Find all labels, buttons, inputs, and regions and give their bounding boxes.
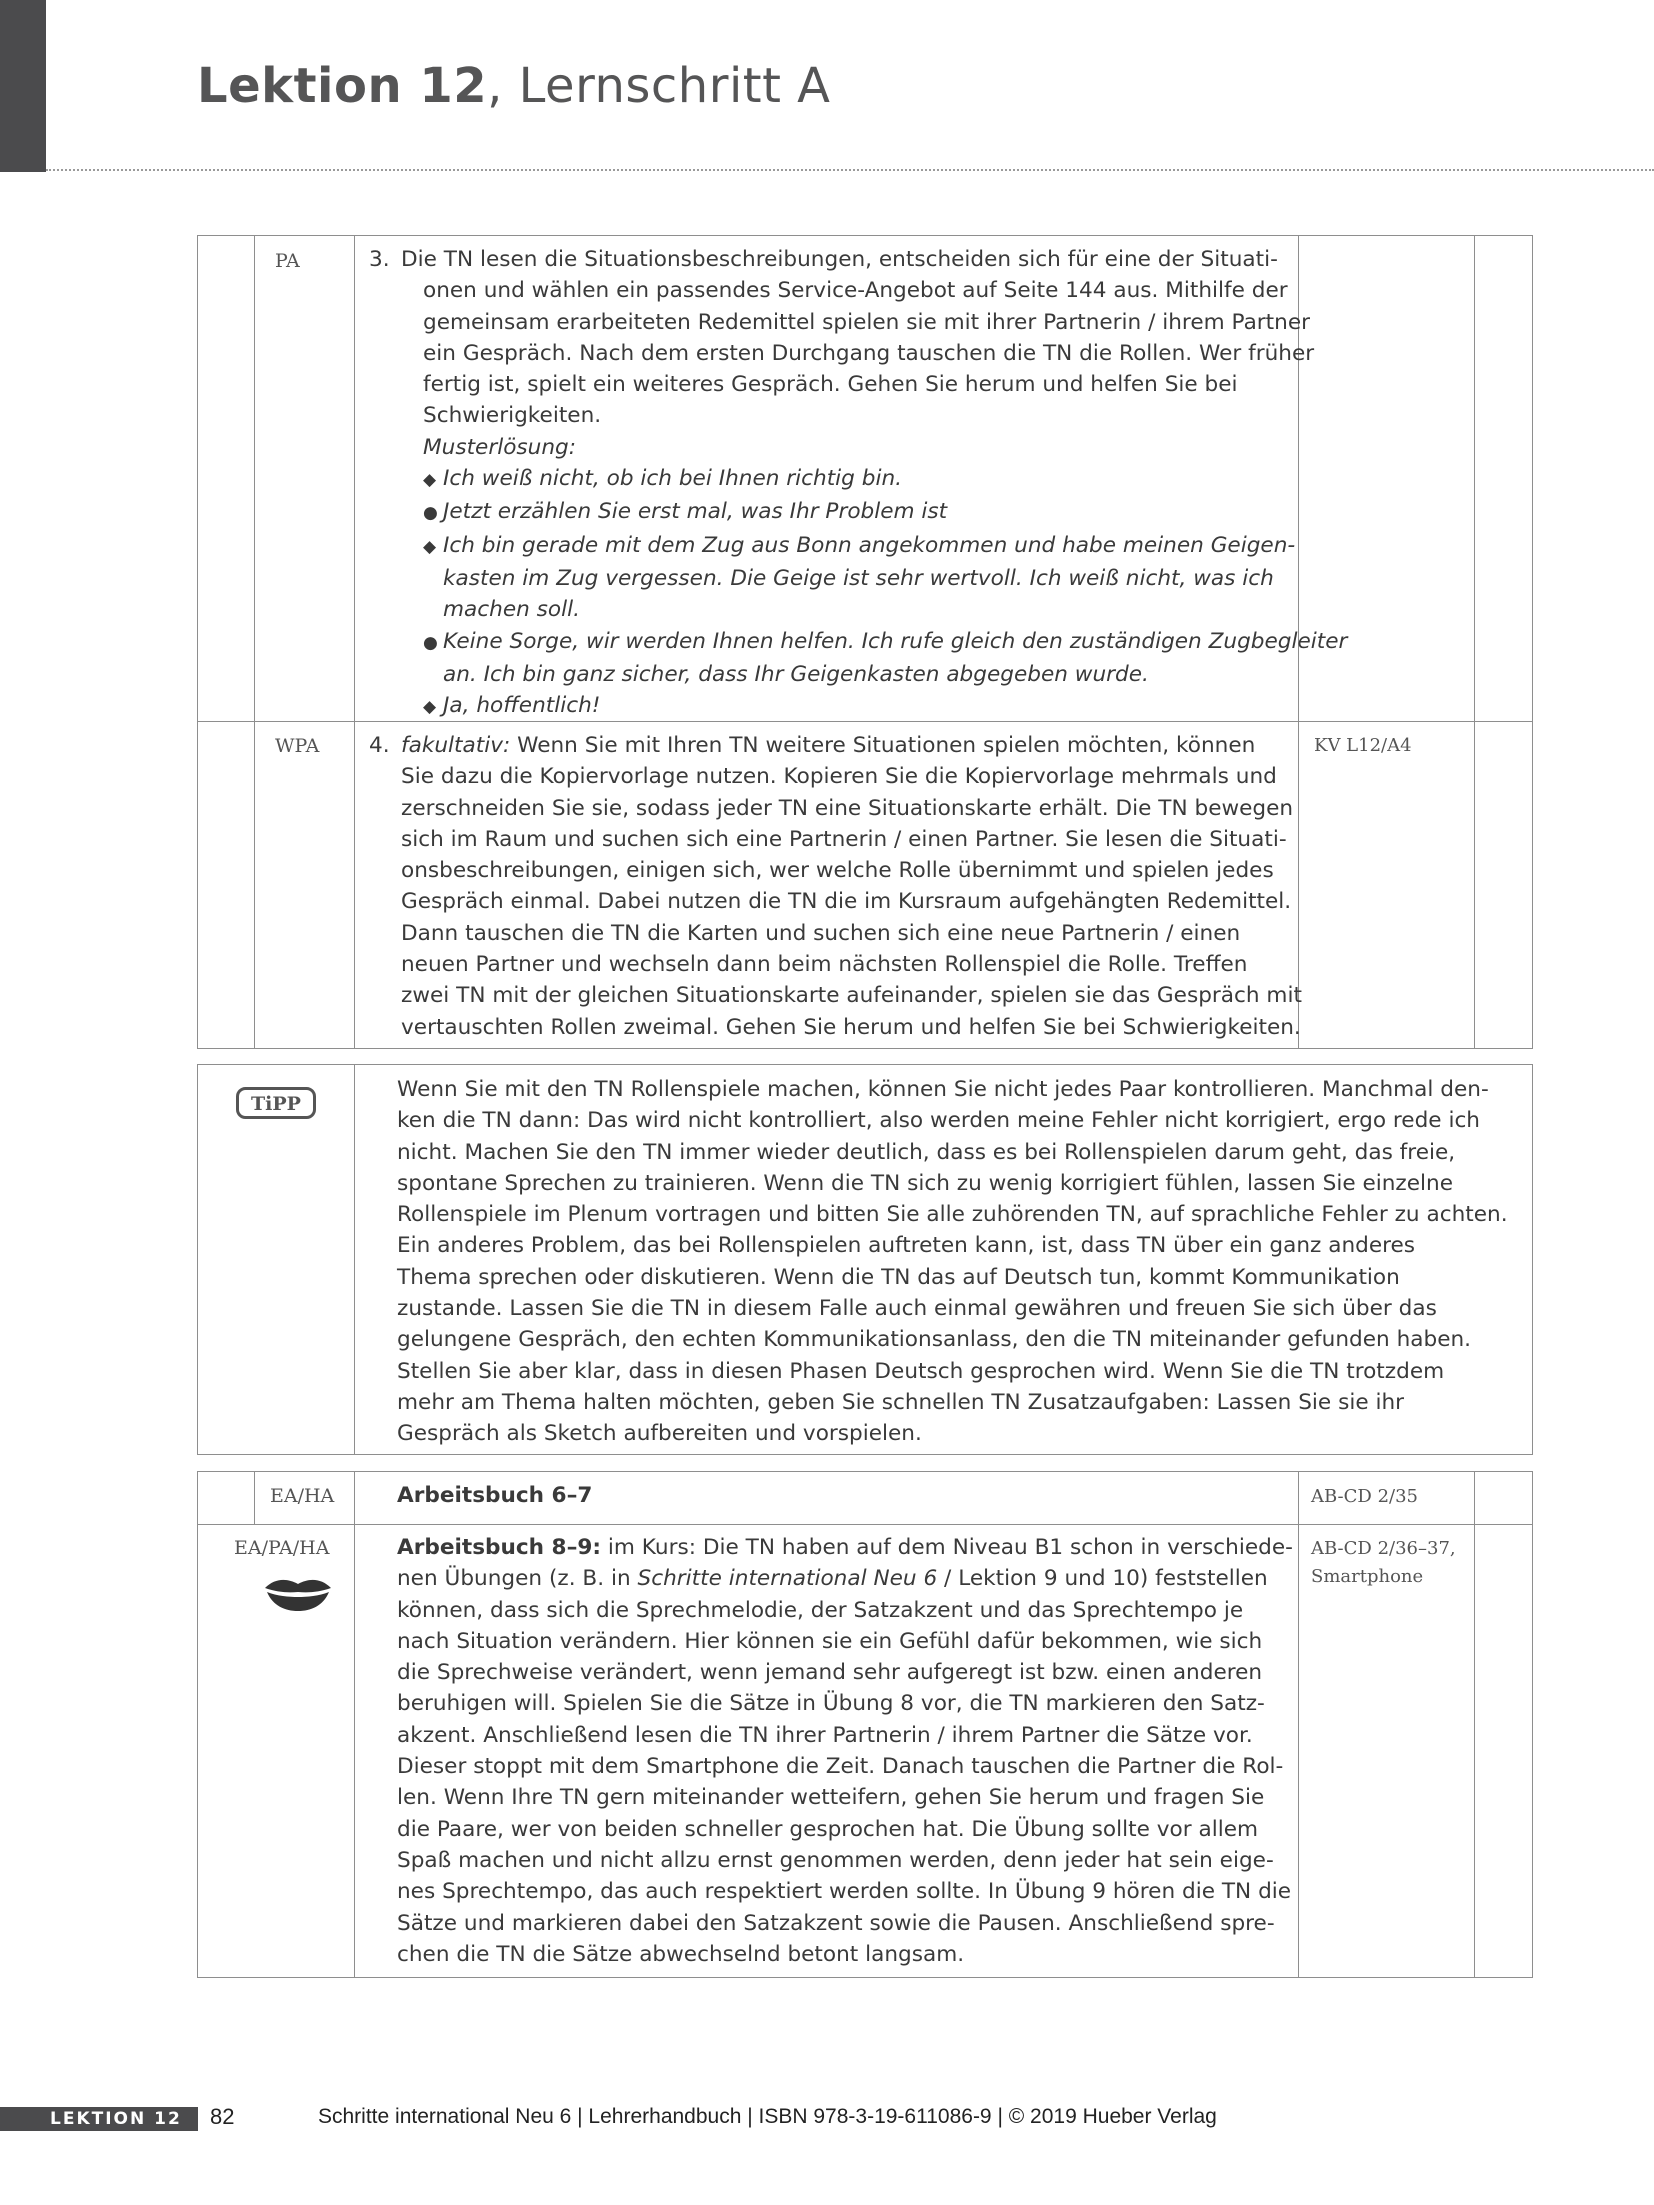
workbook-8-9: Arbeitsbuch 8–9: im Kurs: Die TN haben auf dem Niveau B1 schon in verschiede- nen Übungen (z. B. in Schritte international Neu 6 / Lektion 9 und 10) feststellen können, dass sich die Sprechmelodie, der Satzakzent und das Sprechtempo je nach Situation verändern. Hier können sie ein Gefühl dafür bekommen, wie sich die Sprechweise verändert, wenn jemand sehr aufgeregt ist bzw. einen anderen beruhigen will. Spielen Sie die Sätze in Übung 8 vor, die TN markieren den Satz- akzent. Anschließend lesen die TN ihrer Partnerin / ihrem Partner die Sätze vor. Dieser stoppt mit dem Smartphone die Zeit. Danach tauschen die Partner die Rol- len. Wenn Ihre TN gern miteinander wetteifern, gehen Sie herum und fragen Sie die Paare, wer von beiden schneller gesprochen hat. Die Übung sollte vor allem Spaß machen und nicht allzu ernst genommen werden, denn jeder hat sein eige- nes Sprechtempo, das auch respektiert werden sollte. In Übung 9 hören die TN die Sätze und markieren dabei den Satzakzent sowie die Pausen. Anschließend spre- chen die TN die Sätze abwechselnd betont langsam. <box>397 1535 1293 1967</box>
header-side-bar <box>0 0 46 172</box>
solution-label: Musterlösung: <box>423 434 577 460</box>
task-3-text: 3. Die TN lesen die Situationsbeschreibungen, entscheiden sich für eine der Situati- onen und wählen ein passendes Service-Angebot auf Seite 144 aus. Mithilfe der gemeinsam erarbeiteten Redemittel spielen sie mit ihrer Partnerin / ihrem Partner ein Gespräch. Nach dem ersten Durchgang tauschen die TN die Rollen. Wer früher fertig ist, spielt ein weiteres Gespräch. Gehen Sie herum und helfen Sie bei Schwierigkeiten. Musterlösung: ◆ Ich weiß nicht, ob ich bei Ihnen richtig bin. ● Jetzt erzählen Sie erst mal, was Ihr Problem ist ◆ Ich bin gerade mit dem Zug aus Bonn angekommen und habe meinen Geigen- kasten im Zug vergessen. Die Geige ist sehr wertvoll. Ich weiß nicht, was ich machen soll. ● Keine Sorge, wir werden Ihnen helfen. Ich rufe gleich den zuständigen Zugbegleiter an. Ich bin ganz sicher, dass Ihr Geigenkasten abgegeben wurde. ◆ Ja, hoffentlich! <box>401 244 1347 723</box>
material-ab-cd-2-35: AB-CD 2/35 <box>1311 1486 1418 1507</box>
short-divider <box>254 1472 255 1524</box>
circle-bullet-icon: ● <box>423 503 438 524</box>
workbook-6-7: Arbeitsbuch 6–7 <box>397 1483 593 1508</box>
tipp-badge-label: TiPP <box>251 1093 301 1115</box>
tipp-text: Wenn Sie mit den TN Rollenspiele machen, können Sie nicht jedes Paar kontrollieren. Manchmal den- ken die TN dann: Das wird nicht kontrolliert, also werden meine Fehler nicht korrigiert, ergo rede ich nicht. Machen Sie den TN immer wieder deutlich, dass es bei Rollenspielen darum geht, das freie, spontane Sprechen zu trainieren. Wenn die TN sich zu wenig korrigiert fühlen, lassen Sie einzelne Rollenspiele im Plenum vortragen und bitten Sie alle zuhörenden TN, auf sprachliche Fehler zu achten. Ein anderes Problem, das bei Rollenspielen auftreten kann, ist, dass TN über ein ganz anderes Thema sprechen oder diskutieren. Wenn die TN das auf Deutsch tun, kommt Kommunikation zustande. Lassen Sie die TN in diesem Falle auch einmal gewähren und freuen Sie sich über das gelungene Gespräch, den echten Kommunikationsanlass, den die TN miteinander gefunden haben. Stellen Sie aber klar, dass in diesen Phasen Deutsch gesprochen wird. Wenn Sie die TN trotzdem mehr am Thema halten möchten, geben Sie schnellen TN Zusatzaufgaben: Lassen Sie sie ihr Gespräch als Sketch aufbereiten und vorspielen. <box>397 1077 1508 1447</box>
header-divider <box>46 169 1654 171</box>
diamond-bullet-icon: ◆ <box>423 536 437 557</box>
lesson-label: Lektion 12 <box>197 58 488 114</box>
task-number: 4. <box>369 733 390 758</box>
social-form-ea-ha: EA/HA <box>270 1485 335 1507</box>
step-label: , Lernschritt A <box>487 58 831 114</box>
page-number: 82 <box>210 2104 235 2129</box>
social-form-pa: PA <box>275 250 300 272</box>
circle-bullet-icon: ● <box>423 632 438 653</box>
material-kv: KV L12/A4 <box>1314 735 1412 756</box>
diamond-bullet-icon: ◆ <box>423 697 437 718</box>
social-form-ea-pa-ha: EA/PA/HA <box>234 1537 330 1559</box>
diamond-bullet-icon: ◆ <box>423 470 437 491</box>
task-4-text: 4. fakultativ: Wenn Sie mit Ihren TN weitere Situationen spielen möchten, können Sie dazu die Kopiervorlage nutzen. Kopieren Sie die Kopiervorlage mehrmals und zerschneiden Sie sie, sodass jeder TN eine Situationskarte erhält. Die TN bewegen sich im Raum und suchen sich eine Partnerin / einen Partner. Sie lesen die Situati- onsbeschreibungen, einigen sich, wer welche Rolle übernimmt und spielen jedes Gespräch einmal. Dabei nutzen die TN die im Kursraum aufgehängten Redemittel. Dann tauschen die TN die Karten und suchen sich eine neue Partnerin / einen neuen Partner und wechseln dann beim nächsten Rollenspiel die Rolle. Treffen zwei TN mit der gleichen Situationskarte aufeinander, spielen sie das Gespräch mit vertauschten Rollen zweimal. Gehen Sie herum und helfen Sie bei Schwierigkeiten. <box>401 730 1302 1043</box>
material-ab-cd-smartphone: AB-CD 2/36–37, Smartphone <box>1311 1538 1456 1587</box>
tipp-badge-icon <box>236 1087 316 1119</box>
task-number: 3. <box>369 247 390 272</box>
lips-icon <box>263 1576 333 1612</box>
page-title <box>197 58 831 114</box>
footer-publication-info: Schritte international Neu 6 | Lehrerhandbuch | ISBN 978-3-19-611086-9 | © 2019 Hueber Verlag <box>318 2105 1217 2128</box>
social-form-wpa: WPA <box>275 735 320 757</box>
optional-label: fakultativ: <box>401 733 511 758</box>
footer-lesson-tab: LEKTION 12 <box>0 2107 198 2131</box>
